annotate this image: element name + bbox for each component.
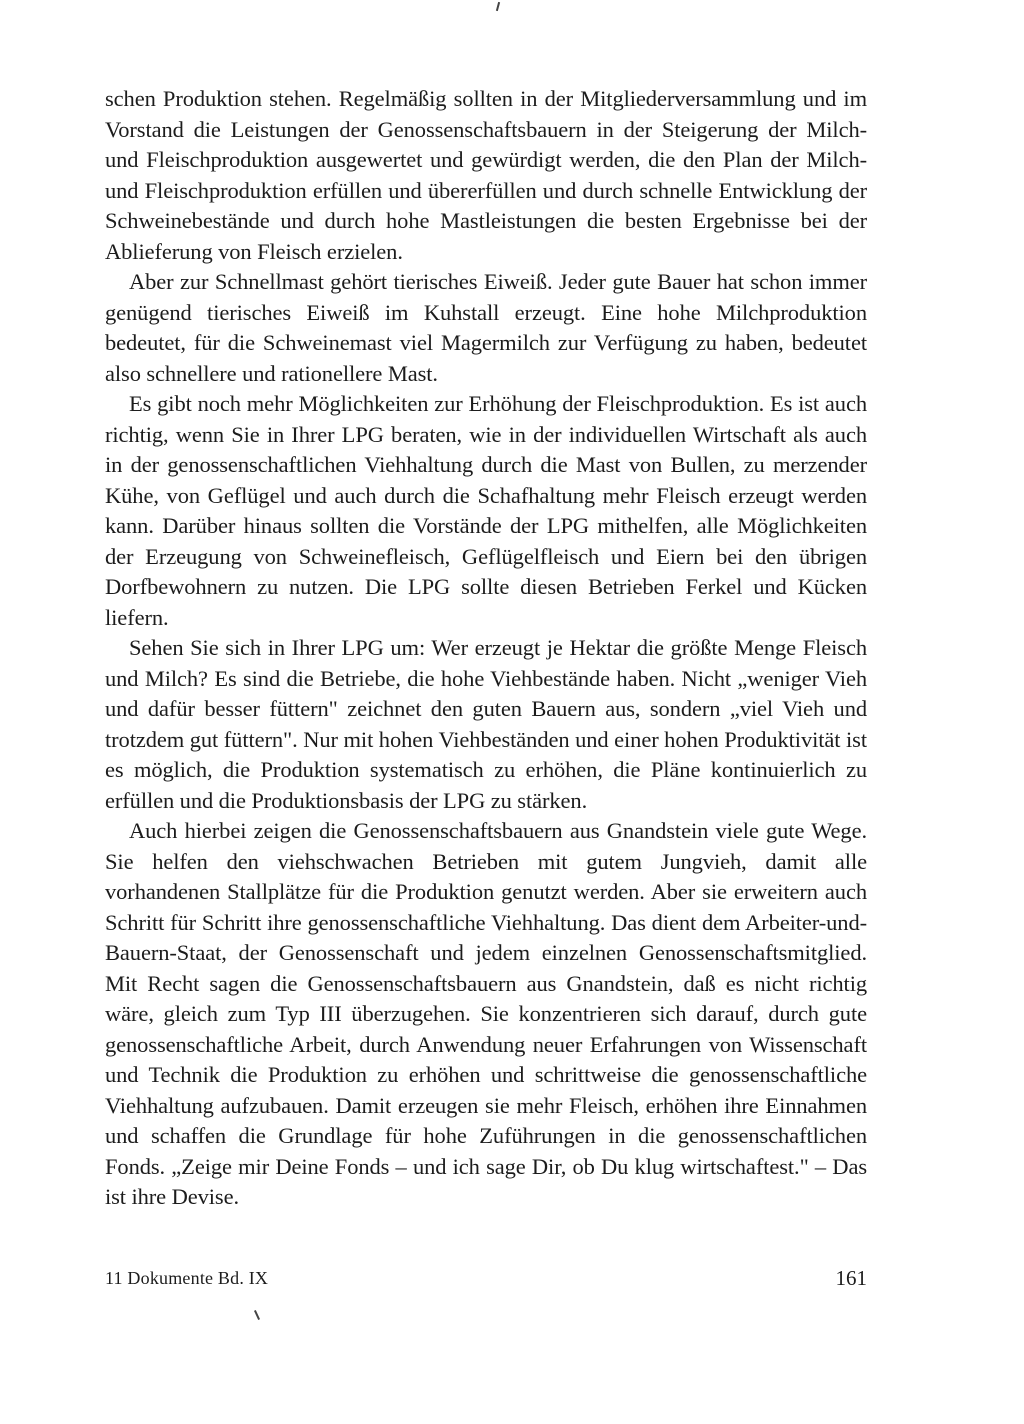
paragraph-1: schen Produktion stehen. Regelmäßig sollten in der Mitgliederversammlung und im Vorstand die Leistungen der Genossenschaftsbauern in der Steigerung der Milch- und Fleischproduktion ausgewertet und gewürdigt werden, die den Plan der Milch- und Fleischproduktion erfüllen und übererfüllen und durch schnelle Entwicklung der Schweinebestände und durch hohe Mastleistungen die besten Ergebnisse bei der Ablieferung von Fleisch erzielen. xyxy=(105,86,867,264)
paragraph-3: Es gibt noch mehr Möglichkeiten zur Erhöhung der Fleischproduktion. Es ist auch richtig, wenn Sie in Ihrer LPG beraten, wie in der individuellen Wirtschaft als auch in der genossenschaftlichen Viehhaltung durch die Mast von Bullen, zu merzender Kühe, von Geflügel und auch durch die Schafhaltung mehr Fleisch erzeugt werden kann. Darüber hinaus sollten die Vorstände der LPG mithelfen, alle Möglichkeiten der Erzeugung von Schweinefleisch, Geflügelfleisch und Eiern bei den übrigen Dorfbewohnern zu nutzen. Die LPG sollte diesen Betrieben Ferkel und Kücken liefern. xyxy=(105,391,867,630)
page-footer xyxy=(105,1268,867,1298)
signature-mark: 11 Dokumente Bd. IX xyxy=(105,1268,269,1288)
paragraph-2: Aber zur Schnellmast gehört tierisches Eiweiß. Jeder gute Bauer hat schon immer genügend tierisches Eiweiß im Kuhstall erzeugt. Eine hohe Milchproduktion bedeutet, für die Schweinemast viel Magermilch zur Verfügung zu haben, bedeutet also schnellere und rationellere Mast. xyxy=(105,269,867,386)
scan-speck-top xyxy=(496,2,500,11)
body-text xyxy=(105,84,867,1213)
paragraph-4: Sehen Sie sich in Ihrer LPG um: Wer erzeugt je Hektar die größte Menge Fleisch und Milch? Es sind die Betriebe, die hohe Viehbestände haben. Nicht „weniger Vieh und dafür besser füttern" zeichnet den guten Bauern aus, sondern „viel Vieh und trotzdem gut füttern". Nur mit hohen Viehbeständen und einer hohen Produktivität ist es möglich, die Produktion systematisch zu erhöhen, die Pläne kontinuierlich zu erfüllen und die Produktionsbasis der LPG zu stärken. xyxy=(105,635,867,813)
paragraph-5: Auch hierbei zeigen die Genossenschaftsbauern aus Gnandstein viele gute Wege. Sie helfen den viehschwachen Betrieben mit gutem Jungvieh, damit alle vorhandenen Stallplätze für die Produktion genutzt werden. Aber sie erweitern auch Schritt für Schritt ihre genossenschaftliche Viehhaltung. Das dient dem Arbeiter-und-Bauern-Staat, der Genossenschaft und jedem einzelnen Genossenschaftsmitglied. Mit Recht sagen die Genossenschaftsbauern aus Gnandstein, daß es nicht richtig wäre, gleich zum Typ III überzugehen. Sie konzentrieren sich darauf, durch gute genossenschaftliche Arbeit, durch Anwendung neuer Erfahrungen von Wissenschaft und Technik die Produktion zu erhöhen und schrittweise die genossenschaftliche Viehhaltung aufzubauen. Damit erzeugen sie mehr Fleisch, erhöhen ihre Einnahmen und schaffen die Grundlage für hohe Zuführungen in die genossenschaftlichen Fonds. „Zeige mir Deine Fonds – und ich sage Dir, ob Du klug wirtschaftest." – Das ist ihre Devise. xyxy=(105,818,867,1209)
page-number: 161 xyxy=(835,1266,867,1290)
scan-speck-bottom xyxy=(254,1310,260,1320)
